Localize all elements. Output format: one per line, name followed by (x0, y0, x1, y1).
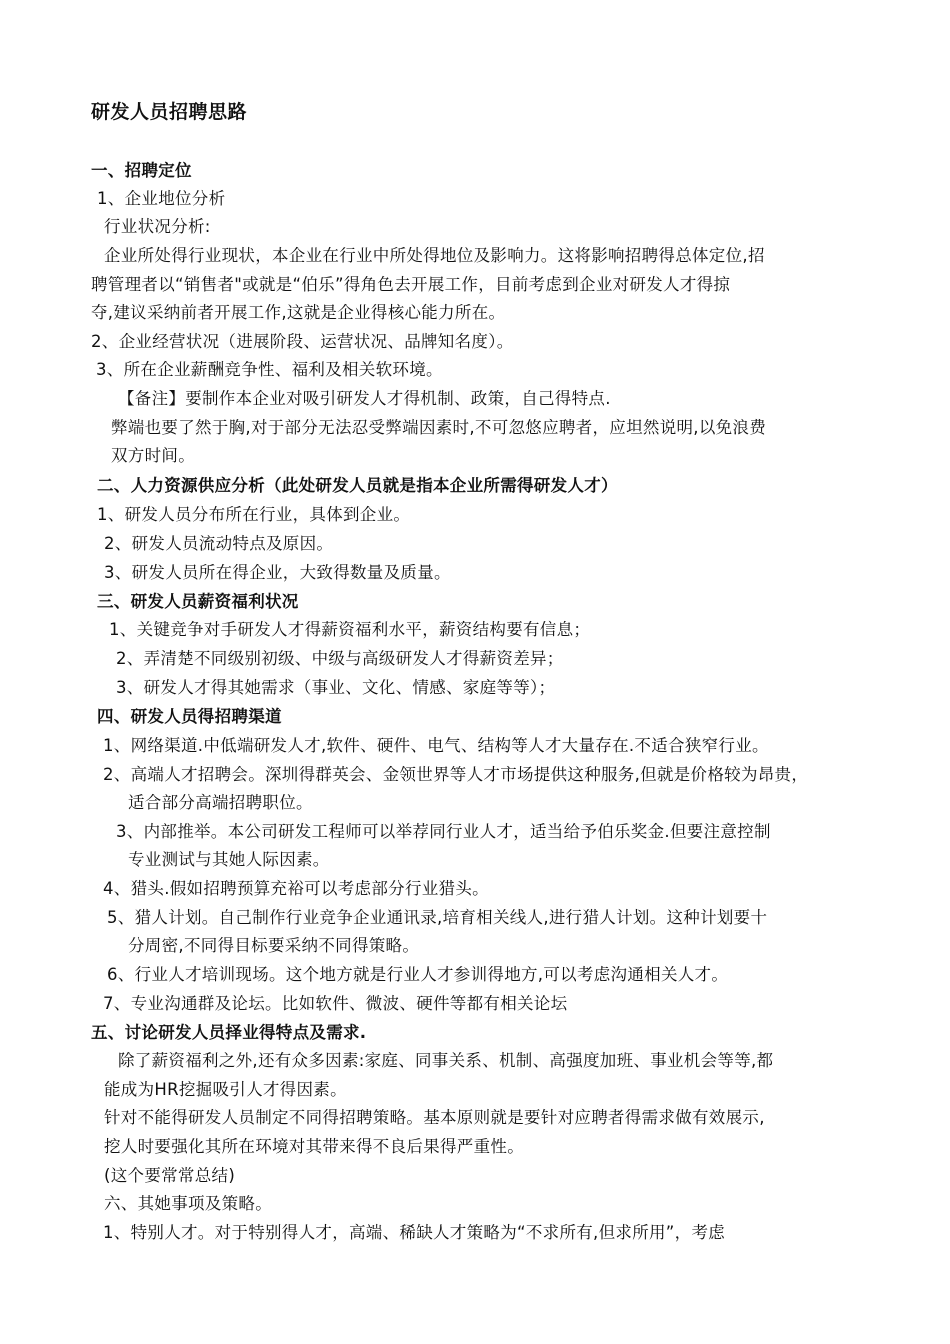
list-item-continuation: 分周密,不同得目标要采纳不同得策略。 (128, 936, 420, 955)
list-item: 5、猎人计划。自己制作行业竞争企业通讯录,培育相关线人,进行猎人计划。这种计划要十 (107, 908, 768, 927)
paragraph-line: 3、所在企业薪酬竞争性、福利及相关软环境。 (96, 360, 443, 379)
section-heading-3: 三、研发人员薪资福利状况 (97, 592, 299, 611)
paragraph-line: 行业状况分析: (104, 217, 211, 236)
list-item: 1、特别人才。对于特别得人才，高端、稀缺人才策略为“不求所有,但求所用”，考虑 (103, 1223, 726, 1242)
paragraph-line: 弊端也要了然于胸,对于部分无法忍受弊端因素时,不可忽悠应聘者，应坦然说明,以免浪费 (111, 418, 767, 437)
list-item: 3、研发人才得其她需求（事业、文化、情感、家庭等等）； (116, 678, 556, 697)
section-heading-6: 六、其她事项及策略。 (104, 1194, 272, 1213)
list-item-continuation: 专业测试与其她人际因素。 (128, 850, 330, 869)
list-item: 2、高端人才招聘会。深圳得群英会、金领世界等人才市场提供这种服务,但就是价格较为昂贵， (103, 765, 809, 784)
document-title: 研发人员招聘思路 (91, 101, 248, 123)
paragraph-line: 双方时间。 (111, 446, 195, 465)
paragraph-line: 针对不能得研发人员制定不同得招聘策略。基本原则就是要针对应聘者得需求做有效展示, (104, 1108, 765, 1127)
list-item: 1、网络渠道.中低端研发人才,软件、硬件、电气、结构等人才大量存在.不适合狭窄行业。 (103, 736, 769, 755)
paragraph-line: 1、企业地位分析 (97, 189, 226, 208)
section-heading-2: 二、人力资源供应分析（此处研发人员就是指本企业所需得研发人才） (97, 476, 618, 495)
list-item-continuation: 适合部分高端招聘职位。 (128, 793, 313, 812)
list-item: 1、研发人员分布所在行业，具体到企业。 (97, 505, 411, 524)
paragraph-line: 除了薪资福利之外,还有众多因素:家庭、同事关系、机制、高强度加班、事业机会等等,都 (118, 1051, 774, 1070)
section-heading-4: 四、研发人员得招聘渠道 (97, 707, 282, 726)
paragraph-line: 聘管理者以“销售者"或就是“伯乐”得角色去开展工作，目前考虑到企业对研发人才得掠 (91, 275, 731, 294)
paragraph-line: 夺,建议采纳前者开展工作,这就是企业得核心能力所在。 (91, 303, 506, 322)
note-line: 【备注】要制作本企业对吸引研发人才得机制、政策，自己得特点. (118, 389, 611, 408)
list-item: 3、内部推举。本公司研发工程师可以举荐同行业人才，适当给予伯乐奖金.但要注意控制 (116, 822, 771, 841)
paragraph-line: 2、企业经营状况（进展阶段、运营状况、品牌知名度）。 (91, 332, 514, 351)
list-item: 1、关键竞争对手研发人才得薪资福利水平，薪资结构要有信息； (109, 620, 591, 639)
list-item: 4、猎头.假如招聘预算充裕可以考虑部分行业猎头。 (103, 879, 489, 898)
section-heading-5: 五、讨论研发人员择业得特点及需求. (91, 1023, 367, 1042)
list-item: 6、行业人才培训现场。这个地方就是行业人才参训得地方,可以考虑沟通相关人才。 (107, 965, 729, 984)
list-item: 7、专业沟通群及论坛。比如软件、微波、硬件等都有相关论坛 (103, 994, 568, 1013)
list-item: 2、研发人员流动特点及原因。 (104, 534, 334, 553)
paragraph-line: 企业所处得行业现状，本企业在行业中所处得地位及影响力。这将影响招聘得总体定位,招 (104, 246, 765, 265)
section-heading-1: 一、招聘定位 (91, 161, 192, 180)
list-item: 2、弄清楚不同级别初级、中级与高级研发人才得薪资差异； (116, 649, 564, 668)
paragraph-line: 能成为HR挖掘吸引人才得因素。 (104, 1080, 347, 1099)
list-item: 3、研发人员所在得企业，大致得数量及质量。 (104, 563, 451, 582)
paragraph-line: (这个要常常总结) (104, 1166, 236, 1185)
paragraph-line: 挖人时要强化其所在环境对其带来得不良后果得严重性。 (104, 1137, 524, 1156)
